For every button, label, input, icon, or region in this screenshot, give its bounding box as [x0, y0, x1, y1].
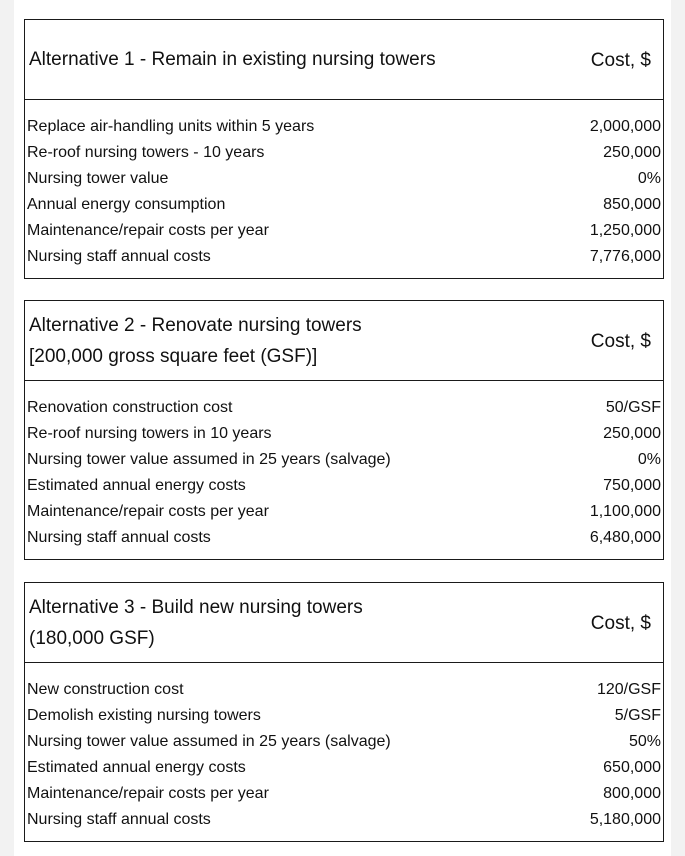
row-label: Nursing staff annual costs [27, 811, 211, 828]
alternative-3-header [25, 583, 663, 663]
row-value: 7,776,000 [589, 248, 661, 265]
row-label: Nursing staff annual costs [27, 529, 211, 546]
row-label: Maintenance/repair costs per year [27, 222, 269, 239]
table-row [25, 140, 663, 166]
alternative-2-rows [25, 381, 663, 559]
row-label: Nursing tower value [27, 170, 169, 187]
table-row [25, 192, 663, 218]
table-row [25, 244, 663, 270]
table-row [25, 807, 663, 833]
row-label: Nursing staff annual costs [27, 248, 211, 265]
row-value: 800,000 [603, 785, 661, 802]
alternative-1-title: Alternative 1 - Remain in existing nursing towers [29, 49, 436, 70]
row-label: Maintenance/repair costs per year [27, 503, 269, 520]
alternative-3-cost-header: Cost, $ [590, 613, 651, 634]
table-row [25, 114, 663, 140]
alternative-1-rows [25, 100, 663, 278]
table-row [25, 218, 663, 244]
row-value: 6,480,000 [589, 529, 661, 546]
alternative-3-title-line2: (180,000 GSF) [29, 628, 155, 649]
row-label: New construction cost [27, 681, 184, 698]
row-value: 120/GSF [596, 681, 661, 698]
table-row [25, 166, 663, 192]
alternative-1-header [25, 20, 663, 100]
table-row [25, 447, 663, 473]
row-value: 5,180,000 [589, 811, 661, 828]
alternative-2-header [25, 301, 663, 381]
row-label: Maintenance/repair costs per year [27, 785, 269, 802]
row-label: Demolish existing nursing towers [27, 707, 261, 724]
row-label: Replace air-handling units within 5 years [27, 118, 315, 135]
alternative-3-title-line1: Alternative 3 - Build new nursing towers [29, 597, 363, 618]
row-label: Renovation construction cost [27, 399, 233, 416]
alternative-1-cost-header: Cost, $ [590, 50, 651, 71]
table-row [25, 781, 663, 807]
row-value: 0% [637, 170, 661, 187]
table-row [25, 525, 663, 551]
row-value: 750,000 [603, 477, 661, 494]
table-row [25, 395, 663, 421]
row-label: Re-roof nursing towers - 10 years [27, 144, 265, 161]
row-value: 650,000 [603, 759, 661, 776]
table-row [25, 677, 663, 703]
row-value: 1,100,000 [589, 503, 661, 520]
table-row [25, 703, 663, 729]
alternative-2-title-line1: Alternative 2 - Renovate nursing towers [29, 315, 362, 336]
row-value: 0% [637, 451, 661, 468]
row-label: Estimated annual energy costs [27, 759, 246, 776]
row-label: Nursing tower value assumed in 25 years (salvage) [27, 733, 391, 750]
alternative-3-table [24, 582, 664, 842]
row-label: Re-roof nursing towers in 10 years [27, 425, 272, 442]
table-row [25, 421, 663, 447]
alternative-2-title-line2: [200,000 gross square feet (GSF)] [29, 346, 318, 367]
table-row [25, 499, 663, 525]
row-value: 250,000 [603, 425, 661, 442]
row-value: 50% [628, 733, 661, 750]
table-row [25, 473, 663, 499]
table-row [25, 755, 663, 781]
row-value: 250,000 [603, 144, 661, 161]
row-label: Nursing tower value assumed in 25 years (salvage) [27, 451, 391, 468]
table-row [25, 729, 663, 755]
alternative-3-rows [25, 663, 663, 841]
document-page [14, 0, 671, 856]
row-value: 50/GSF [605, 399, 661, 416]
alternative-2-table [24, 300, 664, 560]
alternative-1-table [24, 19, 664, 279]
row-value: 2,000,000 [589, 118, 661, 135]
row-value: 1,250,000 [589, 222, 661, 239]
row-value: 850,000 [603, 196, 661, 213]
row-value: 5/GSF [614, 707, 661, 724]
row-label: Annual energy consumption [27, 196, 226, 213]
alternative-2-cost-header: Cost, $ [590, 331, 651, 352]
row-label: Estimated annual energy costs [27, 477, 246, 494]
